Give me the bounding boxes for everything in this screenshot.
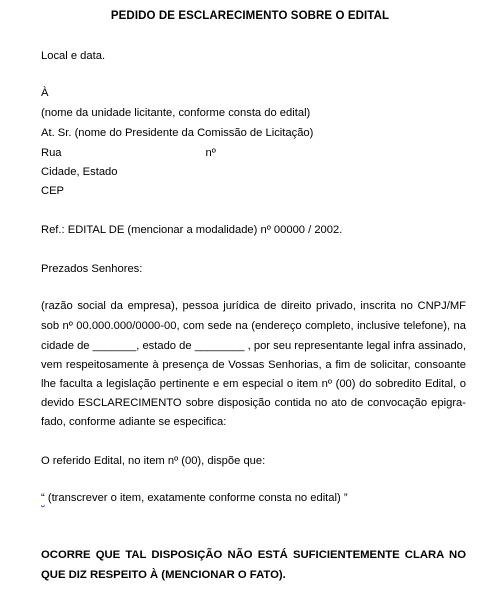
cep-line: CEP — [41, 185, 65, 197]
body-line-7: fado, conforme adiante se especifica: — [41, 416, 227, 428]
open-quote-mark: “ — [41, 492, 45, 504]
street-label: Rua — [41, 147, 62, 159]
item-line: O referido Edital, no item nº (00), dispõe que: — [41, 455, 266, 467]
conclusion-line-1: OCORRE QUE TAL DISPOSIÇÃO NÃO ESTÁ SUFICIENTEMENTE CLARA NO — [41, 549, 466, 561]
city-line: Cidade, Estado — [41, 166, 118, 178]
body-line-4: vem respeitosamente à presença de Vossas Senhorias, a fim de solicitar, consoante — [41, 359, 466, 371]
body-line-5: lhe faculta a legislação pertinente e em especial o item nº (00) do sobredito Edital, o — [41, 378, 466, 390]
quote-line — [41, 492, 348, 504]
local-date-line: Local e data. — [41, 50, 106, 62]
body-line-3: cidade de _______, estado de ________ , por seu representante legal infra assinado, — [41, 340, 466, 352]
document-title: PEDIDO DE ESCLARECIMENTO SOBRE O EDITAL — [110, 10, 390, 22]
street-line — [41, 147, 216, 159]
body-line-1: (razão social da empresa), pessoa jurídica de direito privado, inscrita no CNPJ/MF — [41, 300, 466, 312]
body-line-6: devido ESCLARECIMENTO sobre disposição contida no ato de convocação epigra- — [41, 397, 466, 409]
attention-line: At. Sr. (nome do Presidente da Comissão de Licitação) — [41, 127, 314, 139]
reference-line: Ref.: EDITAL DE (mencionar a modalidade) nº 00000 / 2002. — [41, 224, 343, 236]
conclusion-line-2: QUE DIZ RESPEITO À (MENCIONAR O FATO). — [41, 569, 286, 581]
number-label: nº — [205, 147, 216, 159]
unit-name-line: (nome da unidade licitante, conforme consta do edital) — [41, 107, 311, 119]
body-line-2: sob nº 00.000.000/0000-00, com sede na (endereço completo, inclusive telefone), na — [41, 320, 466, 332]
greeting-line: Prezados Senhores: — [41, 263, 143, 275]
recipient-symbol: À — [41, 87, 49, 99]
quote-text: (transcrever o item, exatamente conforme consta no edital) ” — [47, 492, 348, 504]
